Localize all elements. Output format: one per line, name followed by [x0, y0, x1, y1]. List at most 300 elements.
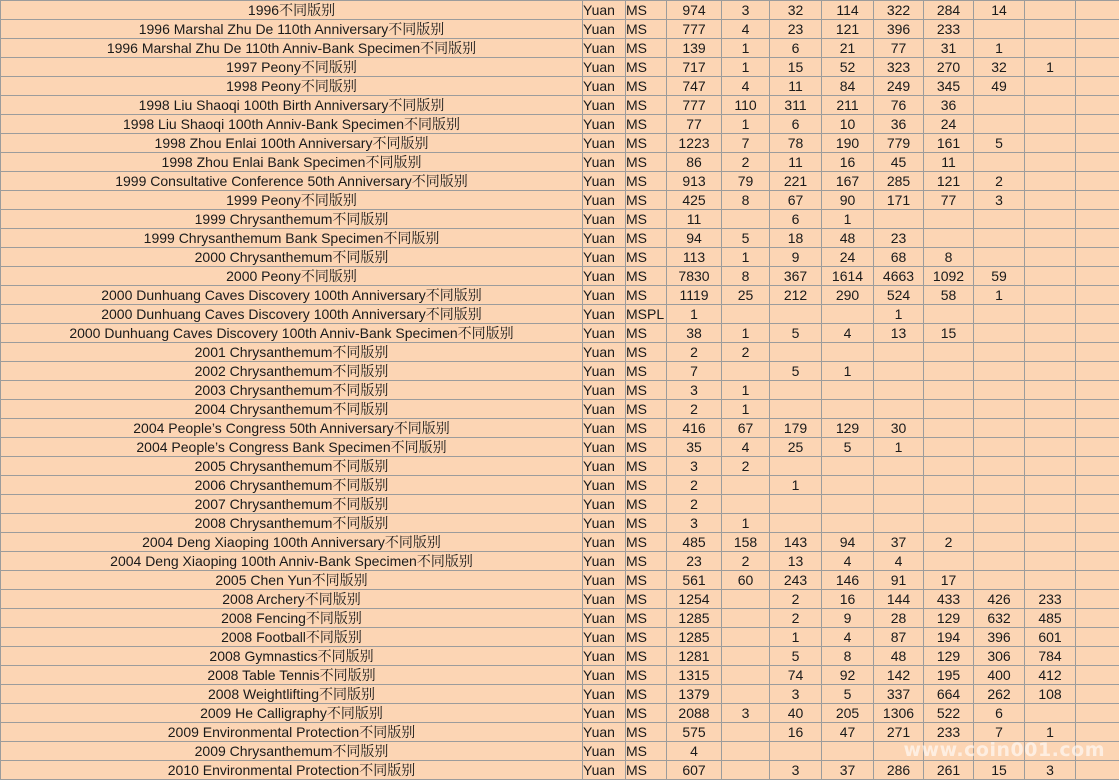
grade-count-cell[interactable]: 79: [722, 172, 770, 191]
grade-count-cell[interactable]: [1076, 362, 1119, 381]
grade-count-cell[interactable]: [974, 248, 1025, 267]
grade-count-cell[interactable]: 3: [974, 191, 1025, 210]
grade-count-cell[interactable]: 67: [770, 191, 822, 210]
grade-count-cell[interactable]: [722, 685, 770, 704]
grade-count-cell[interactable]: 6: [770, 210, 822, 229]
grade-count-cell[interactable]: 601: [1025, 628, 1076, 647]
grade-count-cell[interactable]: 664: [924, 685, 974, 704]
grade-count-cell[interactable]: [1025, 229, 1076, 248]
currency-cell[interactable]: Yuan: [583, 761, 626, 780]
grade-count-cell[interactable]: 144: [874, 590, 924, 609]
coin-name-cell[interactable]: 2008 Archery不同版别: [1, 590, 583, 609]
grade-count-cell[interactable]: [1025, 343, 1076, 362]
grade-cell[interactable]: MS: [626, 134, 667, 153]
grade-count-cell[interactable]: [874, 210, 924, 229]
grade-count-cell[interactable]: [974, 400, 1025, 419]
grade-count-cell[interactable]: [924, 400, 974, 419]
grade-cell[interactable]: MS: [626, 324, 667, 343]
grade-count-cell[interactable]: 5: [822, 438, 874, 457]
grade-count-cell[interactable]: 5: [770, 324, 822, 343]
total-count-cell[interactable]: 485: [667, 533, 722, 552]
grade-count-cell[interactable]: 47: [822, 723, 874, 742]
grade-count-cell[interactable]: [1076, 476, 1119, 495]
total-count-cell[interactable]: 1315: [667, 666, 722, 685]
grade-count-cell[interactable]: 212: [770, 286, 822, 305]
grade-count-cell[interactable]: [974, 343, 1025, 362]
grade-count-cell[interactable]: 129: [822, 419, 874, 438]
grade-count-cell[interactable]: 5: [822, 685, 874, 704]
grade-count-cell[interactable]: 18: [770, 229, 822, 248]
grade-count-cell[interactable]: [974, 419, 1025, 438]
grade-count-cell[interactable]: [924, 210, 974, 229]
grade-count-cell[interactable]: 76: [874, 96, 924, 115]
grade-count-cell[interactable]: 15: [974, 761, 1025, 780]
grade-count-cell[interactable]: 524: [874, 286, 924, 305]
grade-count-cell[interactable]: [722, 305, 770, 324]
grade-count-cell[interactable]: 8: [924, 248, 974, 267]
grade-cell[interactable]: MS: [626, 229, 667, 248]
coin-name-cell[interactable]: 2008 Chrysanthemum不同版别: [1, 514, 583, 533]
grade-count-cell[interactable]: [924, 419, 974, 438]
currency-cell[interactable]: Yuan: [583, 58, 626, 77]
grade-count-cell[interactable]: 16: [770, 723, 822, 742]
grade-count-cell[interactable]: 25: [770, 438, 822, 457]
grade-count-cell[interactable]: 1: [874, 305, 924, 324]
grade-cell[interactable]: MS: [626, 343, 667, 362]
coin-name-cell[interactable]: 1998 Zhou Enlai Bank Specimen不同版别: [1, 153, 583, 172]
coin-name-cell[interactable]: 2000 Dunhuang Caves Discovery 100th Anniversary不同版别: [1, 286, 583, 305]
grade-count-cell[interactable]: [924, 514, 974, 533]
grade-count-cell[interactable]: [722, 647, 770, 666]
grade-count-cell[interactable]: 322: [874, 1, 924, 20]
currency-cell[interactable]: Yuan: [583, 571, 626, 590]
grade-count-cell[interactable]: 194: [924, 628, 974, 647]
grade-count-cell[interactable]: [770, 457, 822, 476]
grade-count-cell[interactable]: 49: [974, 77, 1025, 96]
coin-name-cell[interactable]: 2003 Chrysanthemum不同版别: [1, 381, 583, 400]
total-count-cell[interactable]: 3: [667, 514, 722, 533]
grade-count-cell[interactable]: [1025, 267, 1076, 286]
grade-count-cell[interactable]: 32: [770, 1, 822, 20]
currency-cell[interactable]: Yuan: [583, 229, 626, 248]
currency-cell[interactable]: Yuan: [583, 191, 626, 210]
grade-cell[interactable]: MS: [626, 761, 667, 780]
grade-count-cell[interactable]: 74: [770, 666, 822, 685]
grade-count-cell[interactable]: [1076, 248, 1119, 267]
grade-count-cell[interactable]: 28: [874, 609, 924, 628]
grade-count-cell[interactable]: [722, 666, 770, 685]
total-count-cell[interactable]: 561: [667, 571, 722, 590]
total-count-cell[interactable]: 4: [667, 742, 722, 761]
grade-cell[interactable]: MS: [626, 590, 667, 609]
grade-count-cell[interactable]: 4: [822, 628, 874, 647]
grade-count-cell[interactable]: [722, 210, 770, 229]
currency-cell[interactable]: Yuan: [583, 96, 626, 115]
grade-count-cell[interactable]: [1025, 172, 1076, 191]
grade-cell[interactable]: MS: [626, 96, 667, 115]
total-count-cell[interactable]: 1119: [667, 286, 722, 305]
currency-cell[interactable]: Yuan: [583, 419, 626, 438]
grade-count-cell[interactable]: [874, 343, 924, 362]
coin-name-cell[interactable]: 2000 Dunhuang Caves Discovery 100th Anniv-Bank Specimen不同版别: [1, 324, 583, 343]
grade-cell[interactable]: MS: [626, 39, 667, 58]
grade-count-cell[interactable]: [822, 476, 874, 495]
currency-cell[interactable]: Yuan: [583, 153, 626, 172]
grade-count-cell[interactable]: [1025, 362, 1076, 381]
grade-count-cell[interactable]: [1076, 647, 1119, 666]
grade-count-cell[interactable]: [1025, 248, 1076, 267]
grade-count-cell[interactable]: [822, 400, 874, 419]
currency-cell[interactable]: Yuan: [583, 704, 626, 723]
grade-count-cell[interactable]: [1076, 96, 1119, 115]
grade-count-cell[interactable]: [770, 343, 822, 362]
grade-count-cell[interactable]: 5: [722, 229, 770, 248]
grade-count-cell[interactable]: 6: [770, 39, 822, 58]
grade-count-cell[interactable]: [1076, 267, 1119, 286]
grade-count-cell[interactable]: 1: [722, 324, 770, 343]
total-count-cell[interactable]: 777: [667, 20, 722, 39]
grade-count-cell[interactable]: 114: [822, 1, 874, 20]
grade-count-cell[interactable]: 3: [722, 1, 770, 20]
coin-name-cell[interactable]: 2001 Chrysanthemum不同版别: [1, 343, 583, 362]
grade-count-cell[interactable]: [1025, 210, 1076, 229]
grade-count-cell[interactable]: 2: [924, 533, 974, 552]
grade-count-cell[interactable]: 40: [770, 704, 822, 723]
grade-count-cell[interactable]: 2: [722, 457, 770, 476]
total-count-cell[interactable]: 38: [667, 324, 722, 343]
grade-count-cell[interactable]: 5: [770, 647, 822, 666]
grade-count-cell[interactable]: 52: [822, 58, 874, 77]
grade-count-cell[interactable]: [822, 343, 874, 362]
grade-count-cell[interactable]: 171: [874, 191, 924, 210]
grade-count-cell[interactable]: [974, 381, 1025, 400]
grade-count-cell[interactable]: 167: [822, 172, 874, 191]
coin-name-cell[interactable]: 1999 Peony不同版别: [1, 191, 583, 210]
grade-count-cell[interactable]: 779: [874, 134, 924, 153]
grade-count-cell[interactable]: 4: [722, 438, 770, 457]
grade-count-cell[interactable]: [770, 381, 822, 400]
currency-cell[interactable]: Yuan: [583, 39, 626, 58]
grade-count-cell[interactable]: [1076, 609, 1119, 628]
coin-name-cell[interactable]: 2000 Peony不同版别: [1, 267, 583, 286]
grade-count-cell[interactable]: 311: [770, 96, 822, 115]
grade-count-cell[interactable]: 4: [874, 552, 924, 571]
grade-count-cell[interactable]: 23: [770, 20, 822, 39]
grade-count-cell[interactable]: [1076, 514, 1119, 533]
total-count-cell[interactable]: 913: [667, 172, 722, 191]
grade-count-cell[interactable]: 1: [722, 381, 770, 400]
grade-count-cell[interactable]: [974, 115, 1025, 134]
grade-count-cell[interactable]: 179: [770, 419, 822, 438]
grade-count-cell[interactable]: 23: [874, 229, 924, 248]
coin-name-cell[interactable]: 2004 People’s Congress 50th Anniversary不同版别: [1, 419, 583, 438]
total-count-cell[interactable]: 35: [667, 438, 722, 457]
total-count-cell[interactable]: 23: [667, 552, 722, 571]
grade-count-cell[interactable]: [974, 305, 1025, 324]
total-count-cell[interactable]: 1223: [667, 134, 722, 153]
currency-cell[interactable]: Yuan: [583, 305, 626, 324]
grade-cell[interactable]: MS: [626, 362, 667, 381]
grade-count-cell[interactable]: [1025, 286, 1076, 305]
grade-count-cell[interactable]: 129: [924, 647, 974, 666]
grade-count-cell[interactable]: 15: [770, 58, 822, 77]
grade-cell[interactable]: MS: [626, 457, 667, 476]
grade-count-cell[interactable]: 60: [722, 571, 770, 590]
grade-count-cell[interactable]: [974, 571, 1025, 590]
grade-count-cell[interactable]: [974, 153, 1025, 172]
grade-count-cell[interactable]: [1076, 229, 1119, 248]
grade-count-cell[interactable]: [1025, 495, 1076, 514]
grade-count-cell[interactable]: 233: [1025, 590, 1076, 609]
grade-cell[interactable]: MS: [626, 172, 667, 191]
currency-cell[interactable]: Yuan: [583, 1, 626, 20]
grade-count-cell[interactable]: [1076, 457, 1119, 476]
grade-count-cell[interactable]: 37: [822, 761, 874, 780]
total-count-cell[interactable]: 1: [667, 305, 722, 324]
grade-count-cell[interactable]: [1076, 115, 1119, 134]
grade-count-cell[interactable]: [1076, 419, 1119, 438]
grade-count-cell[interactable]: 1: [770, 476, 822, 495]
total-count-cell[interactable]: 2: [667, 495, 722, 514]
grade-count-cell[interactable]: 92: [822, 666, 874, 685]
grade-count-cell[interactable]: 68: [874, 248, 924, 267]
grade-count-cell[interactable]: [1025, 153, 1076, 172]
grade-cell[interactable]: MS: [626, 115, 667, 134]
grade-count-cell[interactable]: 2: [974, 172, 1025, 191]
grade-count-cell[interactable]: 1: [722, 115, 770, 134]
grade-count-cell[interactable]: [1025, 476, 1076, 495]
grade-count-cell[interactable]: [722, 476, 770, 495]
grade-count-cell[interactable]: [722, 362, 770, 381]
grade-cell[interactable]: MS: [626, 628, 667, 647]
grade-count-cell[interactable]: [1076, 210, 1119, 229]
total-count-cell[interactable]: 94: [667, 229, 722, 248]
grade-count-cell[interactable]: 8: [822, 647, 874, 666]
grade-count-cell[interactable]: [1076, 628, 1119, 647]
grade-cell[interactable]: MS: [626, 571, 667, 590]
grade-count-cell[interactable]: [874, 362, 924, 381]
coin-name-cell[interactable]: 1999 Consultative Conference 50th Anniversary不同版别: [1, 172, 583, 191]
coin-name-cell[interactable]: 2007 Chrysanthemum不同版别: [1, 495, 583, 514]
grade-count-cell[interactable]: 4: [822, 552, 874, 571]
grade-count-cell[interactable]: [924, 229, 974, 248]
grade-count-cell[interactable]: [1076, 533, 1119, 552]
grade-count-cell[interactable]: [874, 514, 924, 533]
grade-count-cell[interactable]: [1076, 723, 1119, 742]
grade-count-cell[interactable]: [1076, 1, 1119, 20]
grade-count-cell[interactable]: [722, 628, 770, 647]
grade-count-cell[interactable]: 400: [974, 666, 1025, 685]
coin-name-cell[interactable]: 2009 Environmental Protection不同版别: [1, 723, 583, 742]
grade-count-cell[interactable]: 7: [974, 723, 1025, 742]
coin-name-cell[interactable]: 1998 Liu Shaoqi 100th Anniv-Bank Specimen不同版别: [1, 115, 583, 134]
coin-name-cell[interactable]: 2008 Table Tennis不同版别: [1, 666, 583, 685]
grade-cell[interactable]: MS: [626, 248, 667, 267]
grade-count-cell[interactable]: 205: [822, 704, 874, 723]
grade-count-cell[interactable]: 485: [1025, 609, 1076, 628]
grade-cell[interactable]: MS: [626, 191, 667, 210]
grade-count-cell[interactable]: [722, 742, 770, 761]
grade-cell[interactable]: MS: [626, 723, 667, 742]
currency-cell[interactable]: Yuan: [583, 286, 626, 305]
grade-count-cell[interactable]: [1025, 400, 1076, 419]
grade-count-cell[interactable]: 108: [1025, 685, 1076, 704]
total-count-cell[interactable]: 3: [667, 457, 722, 476]
grade-count-cell[interactable]: 17: [924, 571, 974, 590]
grade-count-cell[interactable]: [1025, 77, 1076, 96]
grade-count-cell[interactable]: [1076, 666, 1119, 685]
total-count-cell[interactable]: 1281: [667, 647, 722, 666]
grade-count-cell[interactable]: [1076, 438, 1119, 457]
coin-name-cell[interactable]: 2004 Deng Xiaoping 100th Anniv-Bank Specimen不同版别: [1, 552, 583, 571]
grade-count-cell[interactable]: [722, 590, 770, 609]
grade-count-cell[interactable]: 243: [770, 571, 822, 590]
currency-cell[interactable]: Yuan: [583, 495, 626, 514]
grade-cell[interactable]: MS: [626, 704, 667, 723]
grade-count-cell[interactable]: 77: [874, 39, 924, 58]
grade-count-cell[interactable]: 221: [770, 172, 822, 191]
grade-cell[interactable]: MS: [626, 742, 667, 761]
currency-cell[interactable]: Yuan: [583, 362, 626, 381]
grade-cell[interactable]: MS: [626, 1, 667, 20]
coin-name-cell[interactable]: 2008 Fencing不同版别: [1, 609, 583, 628]
grade-count-cell[interactable]: 48: [822, 229, 874, 248]
grade-count-cell[interactable]: 67: [722, 419, 770, 438]
total-count-cell[interactable]: 2: [667, 400, 722, 419]
total-count-cell[interactable]: 974: [667, 1, 722, 20]
grade-count-cell[interactable]: 77: [924, 191, 974, 210]
grade-count-cell[interactable]: [1076, 343, 1119, 362]
grade-cell[interactable]: MS: [626, 381, 667, 400]
grade-count-cell[interactable]: 2: [770, 590, 822, 609]
grade-count-cell[interactable]: [722, 495, 770, 514]
total-count-cell[interactable]: 3: [667, 381, 722, 400]
currency-cell[interactable]: Yuan: [583, 609, 626, 628]
grade-count-cell[interactable]: 142: [874, 666, 924, 685]
coin-name-cell[interactable]: 2009 Chrysanthemum不同版别: [1, 742, 583, 761]
grade-count-cell[interactable]: [1076, 286, 1119, 305]
grade-count-cell[interactable]: [722, 609, 770, 628]
grade-count-cell[interactable]: [1076, 39, 1119, 58]
total-count-cell[interactable]: 77: [667, 115, 722, 134]
coin-name-cell[interactable]: 1998 Peony不同版别: [1, 77, 583, 96]
grade-count-cell[interactable]: [974, 20, 1025, 39]
total-count-cell[interactable]: 2: [667, 476, 722, 495]
grade-count-cell[interactable]: [974, 514, 1025, 533]
currency-cell[interactable]: Yuan: [583, 666, 626, 685]
grade-count-cell[interactable]: 3: [722, 704, 770, 723]
grade-count-cell[interactable]: 367: [770, 267, 822, 286]
coin-name-cell[interactable]: 1999 Chrysanthemum Bank Specimen不同版别: [1, 229, 583, 248]
currency-cell[interactable]: Yuan: [583, 134, 626, 153]
currency-cell[interactable]: Yuan: [583, 533, 626, 552]
currency-cell[interactable]: Yuan: [583, 476, 626, 495]
grade-count-cell[interactable]: 1: [770, 628, 822, 647]
grade-count-cell[interactable]: 94: [822, 533, 874, 552]
coin-name-cell[interactable]: 2005 Chrysanthemum不同版别: [1, 457, 583, 476]
grade-count-cell[interactable]: 396: [974, 628, 1025, 647]
grade-count-cell[interactable]: 11: [770, 153, 822, 172]
coin-name-cell[interactable]: 2004 Deng Xiaoping 100th Anniversary不同版别: [1, 533, 583, 552]
grade-count-cell[interactable]: 1306: [874, 704, 924, 723]
grade-count-cell[interactable]: [1025, 115, 1076, 134]
grade-count-cell[interactable]: 396: [874, 20, 924, 39]
grade-count-cell[interactable]: [822, 495, 874, 514]
grade-cell[interactable]: MS: [626, 20, 667, 39]
grade-count-cell[interactable]: 9: [770, 248, 822, 267]
grade-count-cell[interactable]: 21: [822, 39, 874, 58]
grade-count-cell[interactable]: [1025, 438, 1076, 457]
grade-count-cell[interactable]: 285: [874, 172, 924, 191]
currency-cell[interactable]: Yuan: [583, 685, 626, 704]
grade-count-cell[interactable]: [1025, 457, 1076, 476]
grade-count-cell[interactable]: [1076, 172, 1119, 191]
currency-cell[interactable]: Yuan: [583, 343, 626, 362]
grade-count-cell[interactable]: 1092: [924, 267, 974, 286]
grade-count-cell[interactable]: [722, 761, 770, 780]
currency-cell[interactable]: Yuan: [583, 324, 626, 343]
total-count-cell[interactable]: 747: [667, 77, 722, 96]
grade-count-cell[interactable]: 632: [974, 609, 1025, 628]
grade-count-cell[interactable]: 87: [874, 628, 924, 647]
grade-count-cell[interactable]: 2: [722, 552, 770, 571]
grade-count-cell[interactable]: [1076, 400, 1119, 419]
grade-count-cell[interactable]: 190: [822, 134, 874, 153]
coin-name-cell[interactable]: 1996 Marshal Zhu De 110th Anniv-Bank Specimen不同版别: [1, 39, 583, 58]
total-count-cell[interactable]: 2088: [667, 704, 722, 723]
grade-count-cell[interactable]: 1: [722, 400, 770, 419]
grade-count-cell[interactable]: 261: [924, 761, 974, 780]
grade-count-cell[interactable]: 13: [874, 324, 924, 343]
grade-count-cell[interactable]: 284: [924, 1, 974, 20]
currency-cell[interactable]: Yuan: [583, 723, 626, 742]
total-count-cell[interactable]: 607: [667, 761, 722, 780]
grade-count-cell[interactable]: 3: [770, 761, 822, 780]
grade-count-cell[interactable]: [822, 305, 874, 324]
grade-cell[interactable]: MS: [626, 77, 667, 96]
grade-count-cell[interactable]: 91: [874, 571, 924, 590]
grade-count-cell[interactable]: [974, 96, 1025, 115]
grade-count-cell[interactable]: [770, 400, 822, 419]
total-count-cell[interactable]: 2: [667, 343, 722, 362]
grade-count-cell[interactable]: [974, 533, 1025, 552]
grade-cell[interactable]: MSPL: [626, 305, 667, 324]
grade-count-cell[interactable]: [1076, 742, 1119, 761]
total-count-cell[interactable]: 717: [667, 58, 722, 77]
grade-count-cell[interactable]: [924, 552, 974, 571]
grade-count-cell[interactable]: 78: [770, 134, 822, 153]
grade-count-cell[interactable]: 784: [1025, 647, 1076, 666]
grade-count-cell[interactable]: [1076, 761, 1119, 780]
grade-count-cell[interactable]: 24: [822, 248, 874, 267]
grade-cell[interactable]: MS: [626, 609, 667, 628]
grade-count-cell[interactable]: [924, 495, 974, 514]
grade-count-cell[interactable]: 121: [924, 172, 974, 191]
coin-name-cell[interactable]: 2000 Dunhuang Caves Discovery 100th Anniversary不同版别: [1, 305, 583, 324]
grade-count-cell[interactable]: 5: [770, 362, 822, 381]
coin-name-cell[interactable]: 2002 Chrysanthemum不同版别: [1, 362, 583, 381]
grade-count-cell[interactable]: 323: [874, 58, 924, 77]
grade-count-cell[interactable]: [1025, 191, 1076, 210]
total-count-cell[interactable]: 11: [667, 210, 722, 229]
grade-count-cell[interactable]: [974, 552, 1025, 571]
grade-count-cell[interactable]: [974, 362, 1025, 381]
grade-count-cell[interactable]: 90: [822, 191, 874, 210]
grade-count-cell[interactable]: 8: [722, 191, 770, 210]
grade-count-cell[interactable]: 4: [722, 20, 770, 39]
grade-count-cell[interactable]: 6: [974, 704, 1025, 723]
grade-count-cell[interactable]: 13: [770, 552, 822, 571]
